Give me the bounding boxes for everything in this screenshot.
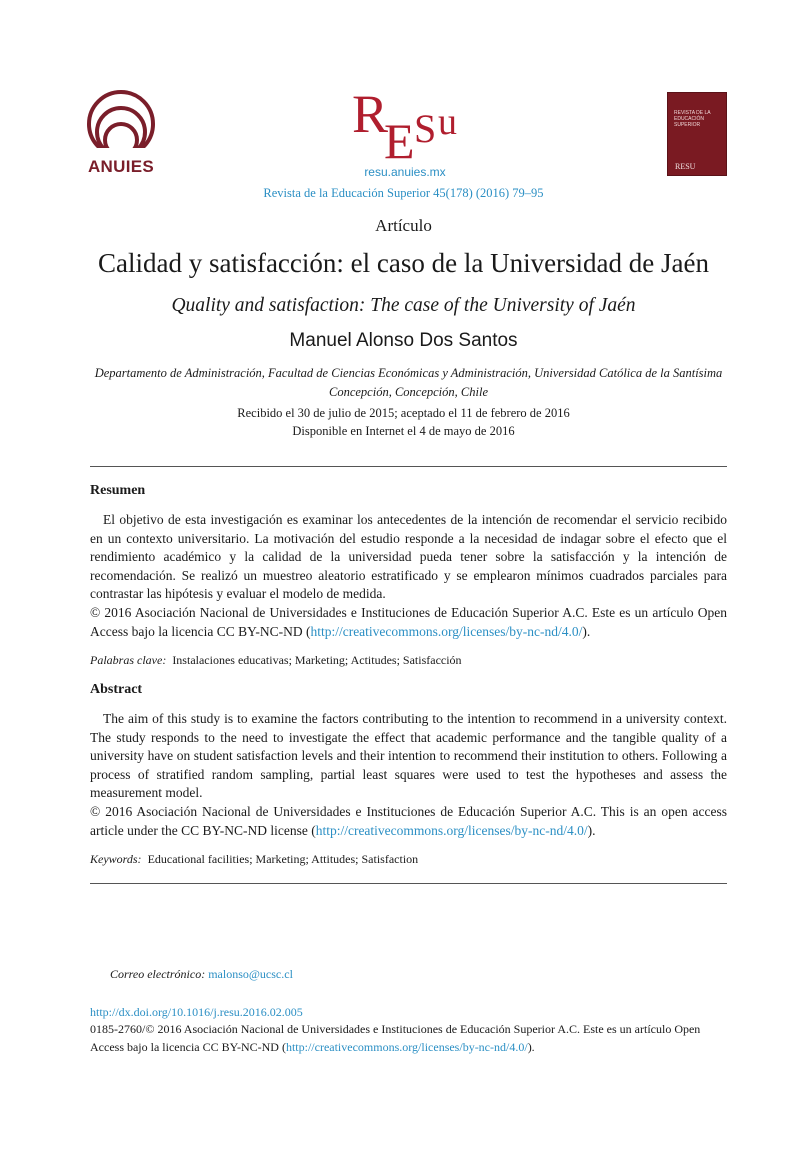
journal-cover-thumbnail[interactable] <box>667 92 727 176</box>
abstract-keywords <box>90 852 418 867</box>
journal-url-link[interactable]: resu.anuies.mx <box>364 165 446 179</box>
divider <box>90 466 727 467</box>
article-dates <box>0 404 807 440</box>
footer-license-link[interactable]: http://creativecommons.org/licenses/by-nc-nd/4.0/ <box>285 1039 528 1054</box>
resumen-copyright: © 2016 Asociación Nacional de Universidades e Instituciones de Educación Superior A.C. Este es un artículo Open Access bajo la licencia CC BY-NC-ND (http://creativecommons.org/licenses/by-nc-nd/4.0/). <box>90 604 727 639</box>
cover-title: REVISTA DE LA EDUCACIÓN SUPERIOR <box>674 110 711 128</box>
abstract-section <box>90 710 727 840</box>
keywords-label: Keywords: <box>90 852 142 866</box>
resumen-section <box>90 511 727 641</box>
journal-reference-link[interactable]: Revista de la Educación Superior 45(178) (2016) 79–95 <box>263 186 544 200</box>
article-type: Artículo <box>375 216 432 235</box>
article-title-english: Quality and satisfaction: The case of the University of Jaén <box>171 295 636 316</box>
resumen-body: El objetivo de esta investigación es examinar los antecedentes de la intención de recomendar el servicio recibido en un contexto universitario. La motivación del estudio responde a la necesidad de indagar sobre el efecto que el rendimiento académico y la calidad de la universidad pueda tener sobre la satisfacción y la intención de recomendación. Se realizó un muestreo aleatorio estratificado y se emplearon mínimos cuadrados parciales para contrastar las hipótesis y evaluar el modelo de medida. <box>90 512 727 602</box>
cover-logo: RESU <box>675 162 696 171</box>
keywords-label: Palabras clave: <box>90 653 167 667</box>
abstract-heading: Abstract <box>90 682 143 697</box>
svg-text:R: R <box>352 84 389 144</box>
svg-text:E: E <box>384 113 415 164</box>
abstract-license-link[interactable]: http://creativecommons.org/licenses/by-nc-nd/4.0/ <box>315 822 588 838</box>
email-label: Correo electrónico: <box>110 967 206 981</box>
publisher-logo-text: ANUIES <box>87 157 155 176</box>
online-date: Disponible en Internet el 4 de mayo de 2016 <box>292 424 515 438</box>
received-date: Recibido el 30 de julio de 2015; aceptado el 11 de febrero de 2016 <box>237 406 570 420</box>
article-title: Calidad y satisfacción: el caso de la Universidad de Jaén <box>97 248 710 278</box>
resumen-license-link[interactable]: http://creativecommons.org/licenses/by-nc-nd/4.0/ <box>310 623 583 639</box>
author-name[interactable]: Manuel Alonso Dos Santos <box>289 330 518 351</box>
abstract-body: The aim of this study is to examine the factors contributing to the intention to recommend in a university context. The study responds to the need to investigate the effect that academic performance and the tangible quality of a university have on student satisfaction levels and their intention to recommend their institution to others. Following a process of stratified random sampling, partial least squares were used to test the hypotheses and assess the measurement model. <box>90 711 727 801</box>
author-affiliation: Departamento de Administración, Facultad de Ciencias Económicas y Administración, Universidad Católica de la Santísima Concepción, Concepción, Chile <box>94 366 723 399</box>
email-line <box>110 966 710 984</box>
issn-copyright: 0185-2760/© 2016 Asociación Nacional de Universidades e Instituciones de Educación Superior A.C. Este es un artículo Open Access bajo la licencia CC BY-NC-ND (http://creativecommons.org/licenses/by-nc-nd/4.0/). <box>90 1022 701 1054</box>
resumen-heading: Resumen <box>90 483 146 498</box>
keywords-list: Instalaciones educativas; Marketing; Actitudes; Satisfacción <box>172 653 462 667</box>
divider <box>90 883 727 884</box>
svg-text:S: S <box>414 106 437 151</box>
resu-journal-logo <box>350 84 470 164</box>
abstract-copyright: © 2016 Asociación Nacional de Universidades e Instituciones de Educación Superior A.C. This is an open access article under the CC BY-NC-ND license (http://creativecommons.org/licenses/by-nc-nd/4.0/). <box>90 803 727 838</box>
email-link[interactable]: malonso@ucsc.cl <box>208 967 293 981</box>
doi-line <box>90 1004 727 1022</box>
resumen-keywords <box>90 653 462 668</box>
svg-text:u: u <box>438 101 457 143</box>
doi-link[interactable]: http://dx.doi.org/10.1016/j.resu.2016.02.005 <box>90 1005 303 1019</box>
keywords-list: Educational facilities; Marketing; Attitudes; Satisfaction <box>147 852 419 866</box>
